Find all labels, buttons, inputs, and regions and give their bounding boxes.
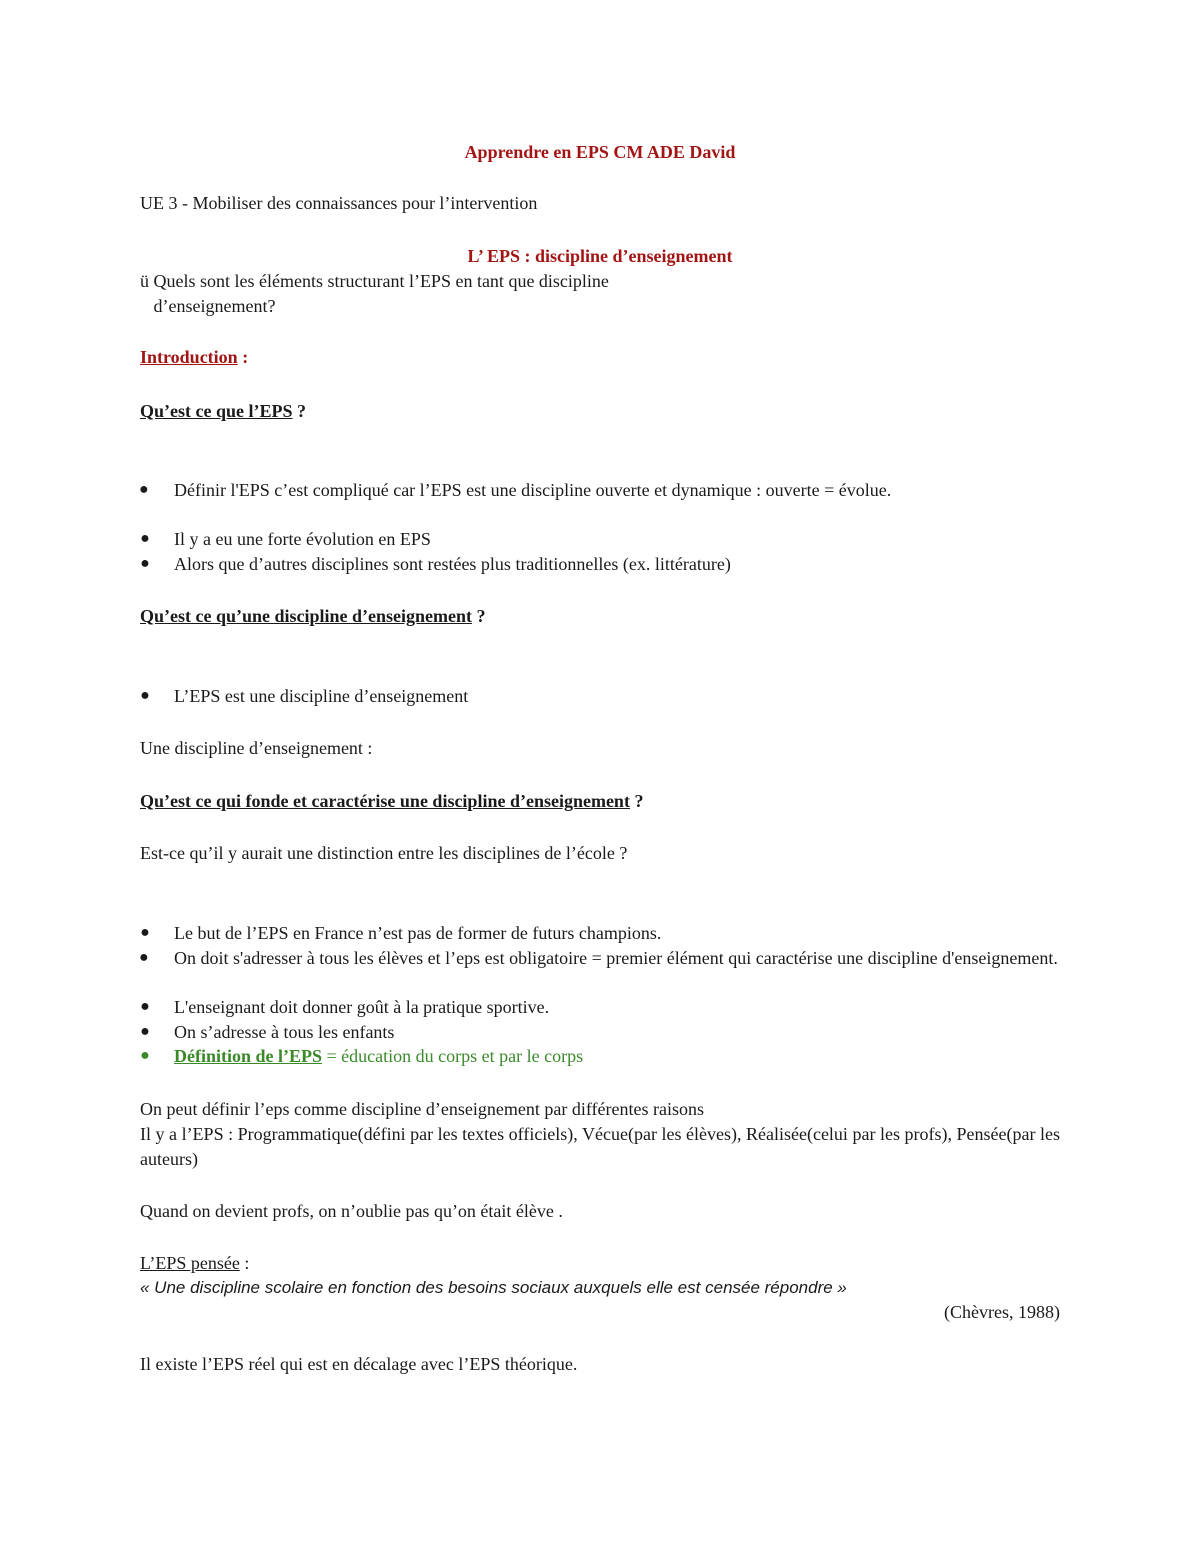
list-item-definition: [140, 1044, 1060, 1069]
list-item: [140, 995, 1060, 1020]
heading-fonde: [140, 789, 643, 813]
list-item: [140, 552, 1060, 577]
bullet-icon: ●: [139, 481, 149, 498]
introduction-label: Introduction: [140, 347, 238, 367]
list-item-text: Il y a eu une forte évolution en EPS: [174, 529, 431, 549]
para-types: Il y a l’EPS : Programmatique(défini par les textes officiels), Vécue(par les élèves), Réalisée(celui par les profs), Pensée(par les auteurs): [140, 1124, 1060, 1169]
question-distinction: Est-ce qu’il y aurait une distinction entre les disciplines de l’école ?: [140, 843, 628, 863]
introduction-heading: [140, 345, 248, 369]
para-final: Il existe l’EPS réel qui est en décalage avec l’EPS théorique.: [140, 1354, 578, 1374]
bullet-icon: ●: [140, 555, 150, 572]
eps-pensee-suffix: :: [239, 1253, 250, 1273]
eps-pensee-label: L’EPS pensée: [140, 1253, 240, 1273]
checkmark-icon: ü: [140, 271, 149, 291]
citation: (Chèvres, 1988): [944, 1302, 1060, 1322]
section-title: L’ EPS : discipline d’enseignement: [467, 246, 733, 266]
list-item-text: Définir l'EPS c’est compliqué car l’EPS est une discipline ouverte et dynamique : ouverte = évolue.: [174, 480, 892, 500]
list-item: [140, 527, 1060, 552]
main-question-text: Quels sont les éléments structurant l’EPS en tant que discipline d’enseignement?: [153, 271, 609, 316]
bullet-icon: ●: [140, 998, 150, 1015]
bullet-icon: ●: [139, 949, 149, 966]
heading-what-is-eps-label: Qu’est ce que l’EPS: [140, 401, 293, 421]
list-item: [139, 478, 1060, 503]
bullet-icon: ●: [140, 924, 150, 941]
document-title: Apprendre en EPS CM ADE David: [464, 142, 736, 162]
list-item-text: Alors que d’autres disciplines sont restées plus traditionnelles (ex. littérature): [174, 554, 731, 574]
heading-what-is-eps: [140, 399, 306, 423]
definition-label: Définition de l’EPS: [174, 1046, 323, 1066]
main-question: [140, 269, 1060, 318]
list-item: [139, 946, 1060, 971]
heading-discipline: [140, 604, 486, 628]
list-item-text: On doit s'adresser à tous les élèves et l’eps est obligatoire = premier élément qui caractérise une discipline d'enseignement.: [174, 948, 1058, 968]
heading-discipline-label: Qu’est ce qu’une discipline d’enseignement: [140, 606, 473, 626]
definition-text: = éducation du corps et par le corps: [322, 1046, 584, 1066]
list-item-text: Le but de l’EPS en France n’est pas de former de futurs champions.: [174, 923, 662, 943]
line-discipline: Une discipline d’enseignement :: [140, 738, 373, 758]
list-item: [140, 921, 1060, 946]
bullet-icon: ●: [140, 1023, 150, 1040]
quote: « Une discipline scolaire en fonction des besoins sociaux auxquels elle est censée répondre »: [140, 1278, 847, 1297]
list-item-text: L’EPS est une discipline d’enseignement: [174, 686, 469, 706]
list-item-text: L'enseignant doit donner goût à la pratique sportive.: [174, 997, 550, 1017]
para-profs: Quand on devient profs, on n’oublie pas qu’on était élève .: [140, 1201, 563, 1221]
heading-discipline-suffix: ?: [472, 606, 486, 626]
bullet-icon: ●: [140, 530, 150, 547]
heading-what-is-eps-suffix: ?: [292, 401, 306, 421]
bullet-icon: ●: [140, 1047, 150, 1064]
list-item: [140, 1020, 1060, 1045]
para-raisons: On peut définir l’eps comme discipline d’enseignement par différentes raisons: [140, 1099, 704, 1119]
heading-fonde-label: Qu’est ce qui fonde et caractérise une discipline d’enseignement: [140, 791, 630, 811]
list-item: [140, 684, 1060, 709]
list-item-text: On s’adresse à tous les enfants: [174, 1022, 395, 1042]
bullet-icon: ●: [140, 687, 150, 704]
eps-pensee-heading: [140, 1251, 249, 1275]
heading-fonde-suffix: ?: [629, 791, 644, 811]
ue-line: UE 3 - Mobiliser des connaissances pour l’intervention: [140, 193, 538, 213]
introduction-suffix: :: [237, 347, 249, 367]
